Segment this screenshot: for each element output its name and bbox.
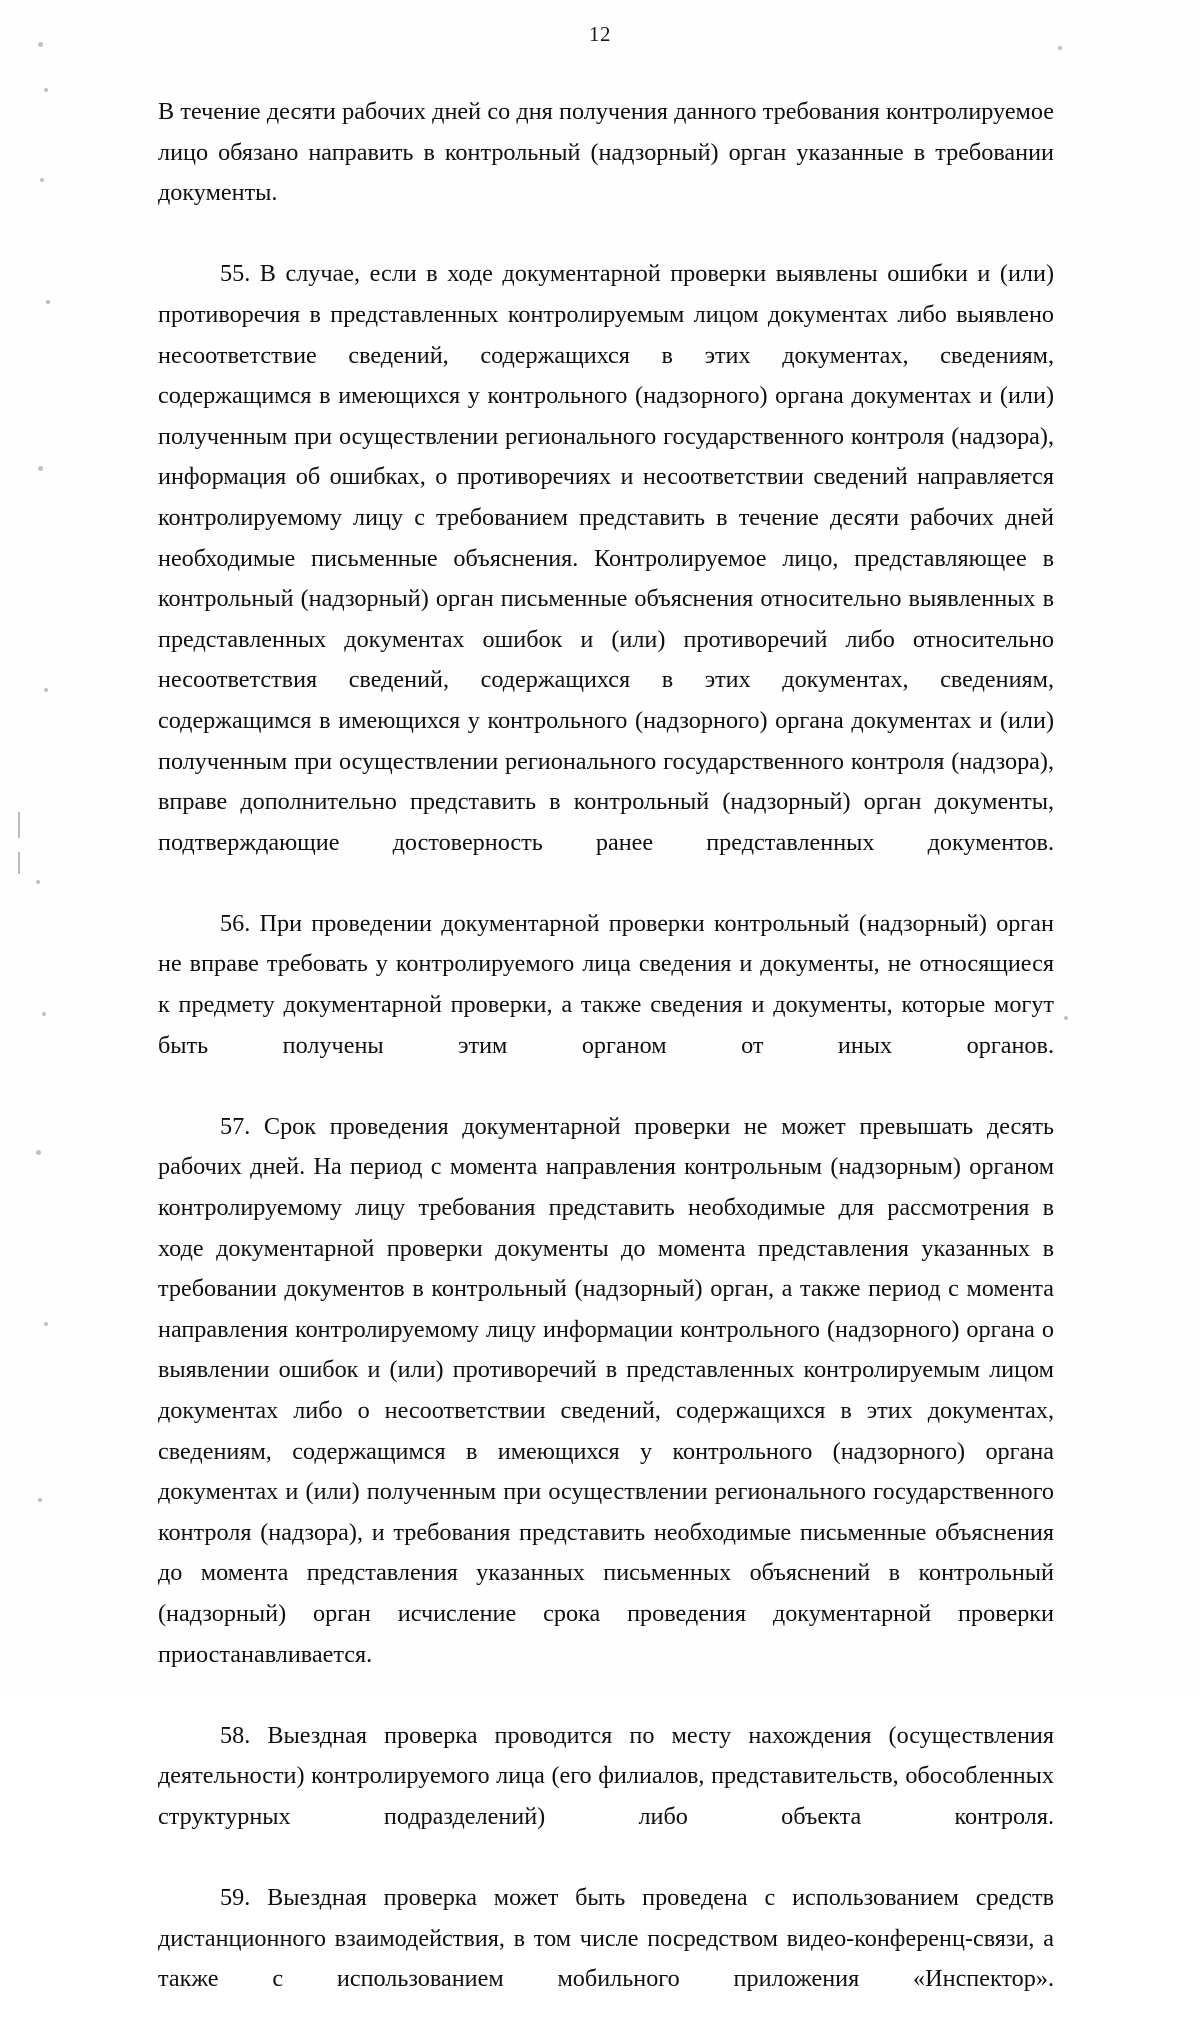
document-body bbox=[158, 92, 1054, 2041]
scan-speck bbox=[36, 1150, 41, 1155]
paragraph-intro: В течение десяти рабочих дней со дня получения данного требования контролируемое лицо обязано направить в контрольный (надзорный) орган указанные в требовании документы. bbox=[158, 98, 1054, 207]
scan-speck bbox=[38, 466, 43, 471]
paragraph-58: 58. Выездная проверка проводится по месту нахождения (осуществления деятельности) контролируемого лица (его филиалов, представительств, обособленных структурных подразделений) либо объекта контроля. bbox=[158, 1721, 1054, 1830]
scan-speck bbox=[46, 300, 50, 304]
scan-speck bbox=[44, 688, 48, 692]
paragraph-57: 57. Срок проведения документарной проверки не может превышать десять рабочих дней. На период с момента направления контрольным (надзорным) органом контролируемому лицу требования представить необходимые для рассмотрения в ходе документарной проверки документы до момента представления указанных в требовании документов в контрольный (надзорный) орган, а также период с момента направления контролируемому лицу информации контрольного (надзорного) органа о выявлении ошибок и (или) противоречий в представленных контролируемым лицом документах либо о несоответствии сведений, содержащихся в этих документах, сведениям, содержащимся в имеющихся у контрольного (надзорного) органа документах и (или) полученным при осуществлении регионального государственного контроля (надзора), и требования представить необходимые письменные объяснения до момента представления указанных письменных объяснений в контрольный (надзорный) орган исчисление срока проведения документарной проверки приостанавливается. bbox=[158, 1112, 1054, 1668]
page-number: 12 bbox=[589, 22, 611, 46]
paragraph-59: 59. Выездная проверка может быть проведена с использованием средств дистанционного взаимодействия, в том числе посредством видео-конференц-связи, а также с использованием мобильного приложения «Инспектор». bbox=[158, 1884, 1054, 1993]
paragraph-55: 55. В случае, если в ходе документарной проверки выявлены ошибки и (или) противоречия в представленных контролируемым лицом документах либо выявлено несоответствие сведений, содержащихся в этих документах, сведениям, содержащимся в имеющихся у контрольного (надзорного) органа документах и (или) полученным при осуществлении регионального государственного контроля (надзора), информация об ошибках, о противоречиях и несоответствии сведений направляется контролируемому лицу с требованием представить в течение десяти рабочих дней необходимые письменные объяснения. Контролируемое лицо, представляющее в контрольный (надзорный) орган письменные объяснения относительно выявленных в представленных документах ошибок и (или) противоречий либо относительно несоответствия сведений, содержащихся в этих документах, сведениям, содержащимся в имеющихся у контрольного (надзорного) органа документах и (или) полученным при осуществлении регионального государственного контроля (надзора), вправе дополнительно представить в контрольный (надзорный) орган документы, подтверждающие достоверность ранее представленных документов. bbox=[158, 260, 1054, 856]
scan-speck bbox=[36, 880, 40, 884]
paragraph-56: 56. При проведении документарной проверки контрольный (надзорный) орган не вправе требовать у контролируемого лица сведения и документы, не относящиеся к предмету документарной проверки, а также сведения и документы, которые могут быть получены этим органом от иных органов. bbox=[158, 909, 1054, 1059]
scan-edge-mark bbox=[18, 812, 20, 838]
scan-speck bbox=[42, 1012, 46, 1016]
scan-speck bbox=[40, 178, 44, 182]
scan-speck bbox=[44, 88, 48, 92]
scan-edge-mark bbox=[18, 852, 20, 874]
scan-speck bbox=[1064, 1016, 1068, 1020]
scan-speck bbox=[44, 1322, 48, 1326]
scan-speck bbox=[38, 1498, 42, 1502]
